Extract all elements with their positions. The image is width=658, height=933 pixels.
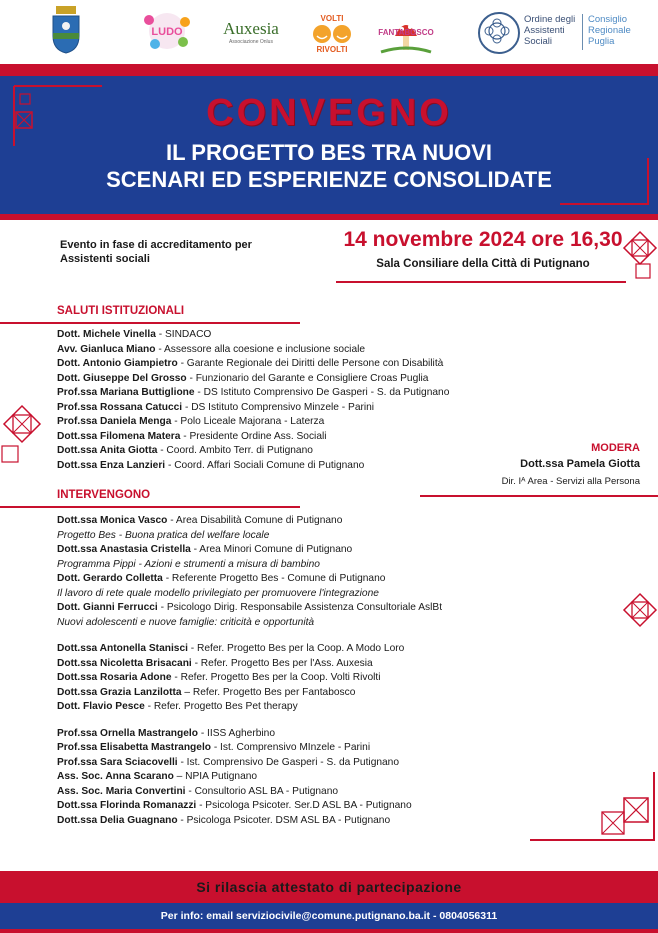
list-item [57,785,537,800]
speaker-name: Dott.ssa Filomena Matera [57,430,181,442]
speaker-name: Dott.ssa Nicoletta Brisacani [57,657,192,669]
speaker-role: - Psicologo Dirig. Responsabile Assistenza Consultoriale AslBt [157,602,443,613]
speaker-name: Dott. Gerardo Colletta [57,573,163,584]
subtitle-line-1: IL PROGETTO BES TRA NUOVI [166,140,492,165]
speaker-role: – NPIA Putignano [173,771,258,782]
list-item [57,814,537,829]
event-venue: Sala Consiliare della Città di Putignano [376,258,590,270]
footer-attestato-band [0,871,658,903]
contact-info: Per info: email serviziocivile@comune.putignano.ba.it - 0804056311 [160,910,498,922]
diamond-ornament-icon [622,230,658,280]
moderator-name: Dott.ssa Pamela Giotta [520,458,640,470]
speaker-name: Dott. Michele Vinella [57,329,156,340]
speaker-name: Dott.ssa Monica Vasco [57,515,168,526]
speaker-name: Dott.ssa Rosaria Adone [57,672,172,683]
saluti-list [57,328,537,473]
modera-underline [420,495,658,497]
list-item [57,430,537,445]
volti-rivolti-logo [300,12,364,56]
speaker-name: Dott. Antonio Giampietro [57,358,178,369]
section-line-saluti [0,322,300,324]
list-item [57,328,537,343]
rivolti-logo-text: RIVOLTI [316,45,348,54]
right-diamond-ornament-icon [618,588,658,644]
section-line-intervengono [0,506,300,508]
speaker-role: - Area Minori Comune di Putignano [190,544,353,555]
footer-bottom-stripe [0,929,658,933]
attestato-text: Si rilascia attestato di partecipazione [196,879,462,895]
bottom-corner-ornament-icon [530,772,658,844]
list-item [57,386,537,401]
list-item [57,657,537,672]
faces-icon [310,23,354,45]
speaker-name: Dott. Gianni Ferrucci [57,602,158,613]
ordine-separator [582,14,583,50]
city-crest-icon [50,6,82,54]
spacer [57,715,537,727]
speaker-name: Dott. Giuseppe Del Grosso [57,372,187,384]
speaker-role: - Coord. Affari Sociali Comune di Putignano [165,459,365,471]
speaker-name: Avv. Gianluca Miano [57,343,156,355]
speaker-name: Prof.ssa Sara Sciacovelli [57,756,178,768]
list-item [57,671,537,686]
speaker-role: - Coord. Ambito Terr. di Putignano [157,445,313,456]
speaker-role: - Refer. Progetto Bes per la Coop. A Modo Loro [187,643,405,654]
event-date: 14 novembre 2024 ore 16,30 [343,228,623,251]
list-item [57,572,537,587]
speaker-name: Ass. Soc. Maria Convertini [57,785,186,797]
speaker-role: - Psicologa Psicoter. DSM ASL BA - Putignano [177,814,391,826]
list-item [57,343,537,358]
list-item [57,700,537,715]
ordine-emblem-icon [478,12,520,54]
intervengono-list [57,514,537,828]
section-title-saluti: SALUTI ISTITUZIONALI [57,305,185,317]
fantabosco-logo [375,8,437,56]
logos-bar [0,0,658,62]
list-item [57,415,537,430]
speaker-role: - SINDACO [155,329,212,340]
header-top-stripe [0,64,658,76]
list-item [57,741,537,756]
speaker-name: Dott.ssa Anita Giotta [57,445,158,456]
corner-ornament-icon [12,84,104,148]
list-item [57,444,537,459]
accreditation-note: Evento in fase di accreditamento per Assistenti sociali [60,239,252,265]
list-item [57,642,537,657]
list-item [57,514,537,529]
speaker-role: - Refer. Progetto Bes per l'Ass. Auxesia [191,657,373,669]
speaker-name: Dott.ssa Enza Lanzieri [57,459,166,471]
list-item [57,727,537,742]
subtitle-line-2: SCENARI ED ESPERIENZE CONSOLIDATE [106,167,552,192]
speaker-name: Prof.ssa Ornella Mastrangelo [57,727,198,739]
talk-title: Programma Pippi - Azioni e strumenti a misura di bambino [57,558,320,570]
list-item [57,372,537,387]
speaker-name: Dott.ssa Florinda Romanazzi [57,800,197,811]
speaker-role: – Refer. Progetto Bes per Fantabosco [181,686,356,698]
speaker-name: Prof.ssa Rossana Catucci [57,401,183,413]
ludo-logo [135,10,199,52]
speaker-role: - DS Istituto Comprensivo Minzele - Parini [182,401,375,413]
speaker-name: Dott. Flavio Pesce [57,701,145,712]
speaker-name: Ass. Soc. Anna Scarano [57,771,174,782]
talk-title: Il lavoro di rete quale modello privilegiato per promuovere l'integrazione [57,587,379,599]
speaker-role: - IISS Agherbino [197,727,276,739]
ordine-logo [478,12,648,54]
list-item [57,799,537,814]
speaker-name: Dott.ssa Delia Guagnano [57,814,178,826]
left-diamond-ornament-icon [0,398,44,468]
header-bottom-stripe [0,214,658,220]
consiglio-text: Consiglio Regionale Puglia [588,14,631,47]
fantabosco-logo-text: FANTABOSCO [378,28,434,37]
list-item [57,686,537,701]
speaker-name: Prof.ssa Mariana Buttiglione [57,387,195,398]
footer-info-band [0,903,658,929]
spacer [57,630,537,642]
list-item [57,601,537,616]
modera-label: MODERA [591,442,640,454]
auxesia-logo-text: Auxesia [223,19,279,38]
section-title-intervengono: INTERVENGONO [57,489,151,501]
header-band [0,76,658,214]
auxesia-logo [218,14,284,50]
speaker-role: - Ist. Comprensivo De Gasperi - S. da Putignano [177,756,400,768]
speaker-role: - Ist. Comprensivo MInzele - Parini [211,742,371,753]
speaker-name: Dott.ssa Antonella Stanisci [57,643,188,654]
speaker-role: - Consultorio ASL BA - Putignano [185,785,339,797]
speaker-role: - Presidente Ordine Ass. Sociali [180,430,327,442]
moderator-role: Dir. Iᴬ Area - Servizi alla Persona [501,476,640,487]
speaker-name: Prof.ssa Daniela Menga [57,416,172,427]
page-title: CONVEGNO [206,92,452,134]
speaker-role: - Funzionario del Garante e Consigliere Croas Puglia [186,372,429,384]
speaker-role: - Assessore alla coesione e inclusione sociale [155,343,366,355]
speaker-name: Dott.ssa Anastasia Cristella [57,544,191,555]
list-item [57,401,537,416]
speaker-role: - Refer. Progetto Bes per la Coop. Volti Rivolti [171,672,381,683]
list-item [57,543,537,558]
speaker-role: - Polo Liceale Majorana - Laterza [171,416,325,427]
svg-text:LUDO: LUDO [151,26,183,38]
auxesia-logo-subtext: Associazione Onlus [229,39,273,45]
speaker-role: - Area Disabilità Comune di Putignano [167,515,343,526]
corner-ornament-right-icon [560,156,650,206]
speaker-role: - Refer. Progetto Bes Pet therapy [144,701,298,712]
speaker-name: Prof.ssa Elisabetta Mastrangelo [57,742,211,753]
volti-logo-text: VOLTI [320,14,344,23]
ordine-text: Ordine degli Assistenti Sociali [524,14,576,47]
speaker-role: - Psicologa Psicoter. Ser.D ASL BA - Putignano [196,800,412,811]
venue-underline [336,281,626,283]
speaker-name: Dott.ssa Grazia Lanzilotta [57,686,182,698]
speaker-role: - Garante Regionale dei Diritti delle Persone con Disabilità [177,358,444,369]
talk-title: Progetto Bes - Buona pratica del welfare locale [57,529,270,541]
list-item [57,756,537,771]
speaker-role: - DS Istituto Comprensivo De Gasperi - S. da Putignano [194,387,450,398]
list-item [57,770,537,785]
list-item [57,357,537,372]
talk-title: Nuovi adolescenti e nuove famiglie: criticità e opportunità [57,616,315,628]
ludo-logo-icon [135,10,199,52]
speaker-role: - Referente Progetto Bes - Comune di Putignano [162,573,386,584]
